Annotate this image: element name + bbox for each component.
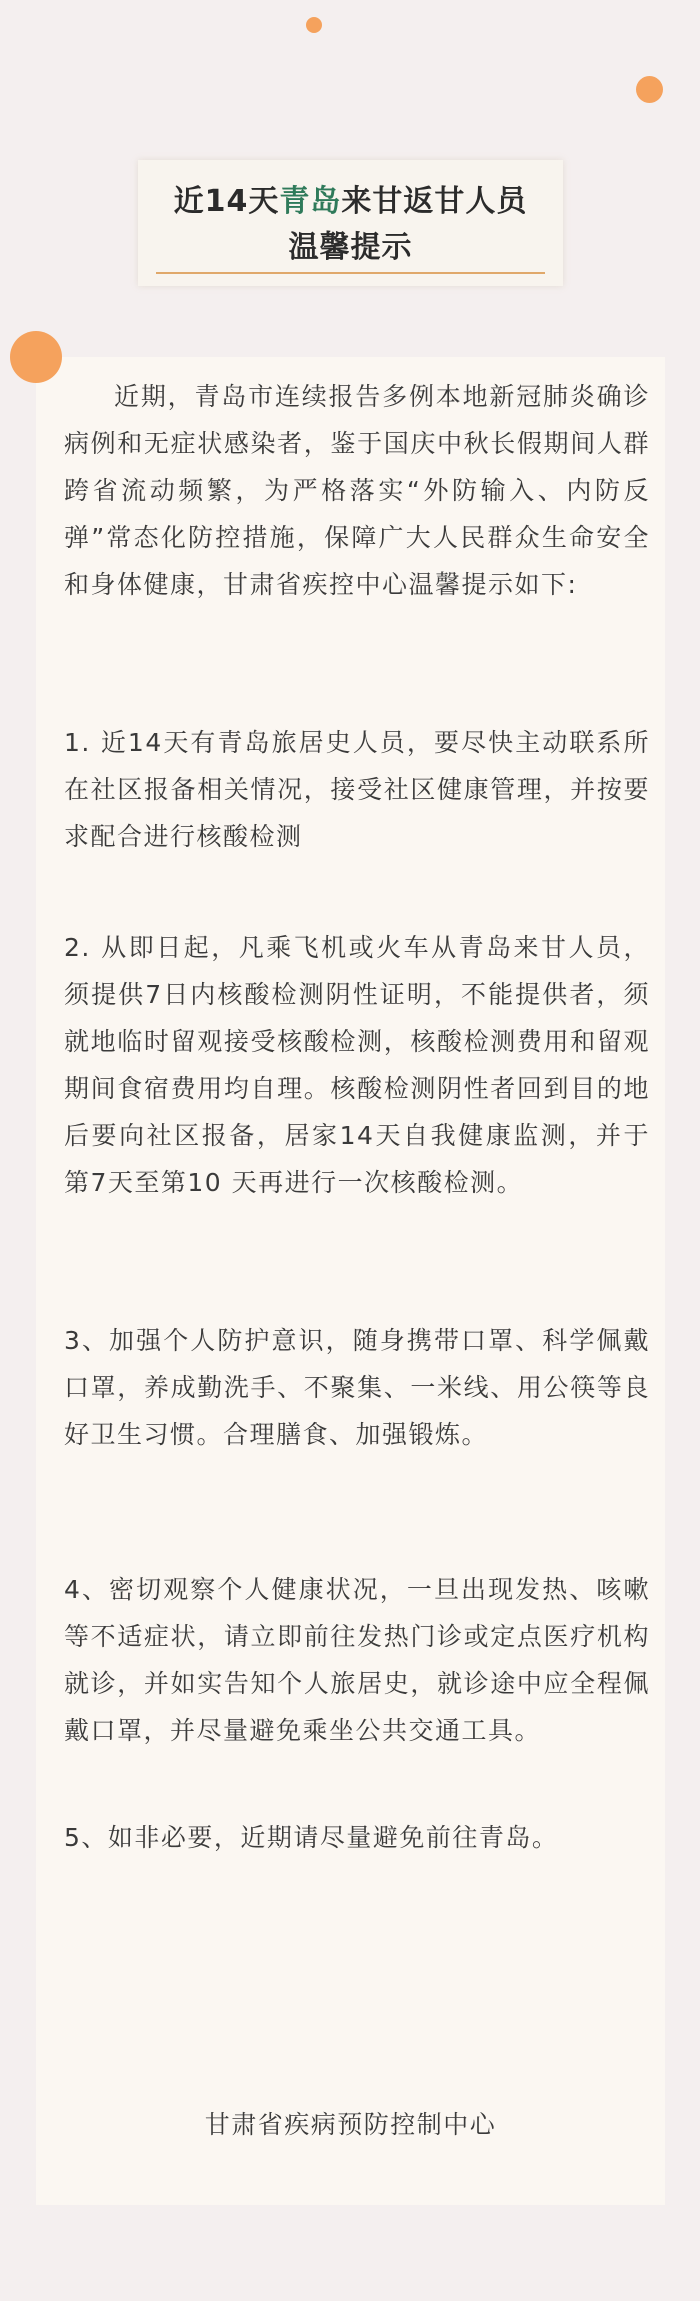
decorative-dot-small xyxy=(306,17,322,33)
tip-item-3: 3、加强个人防护意识，随身携带口罩、科学佩戴口罩，养成勤洗手、不聚集、一米线、用公筷等良好卫生习惯。合理膳食、加强锻炼。 xyxy=(64,1326,650,1449)
decorative-dot-large xyxy=(10,331,62,383)
content-card xyxy=(36,357,665,2205)
tip-item-4: 4、密切观察个人健康状况，一旦出现发热、咳嗽等不适症状，请立即前往发热门诊或定点医疗机构就诊，并如实告知个人旅居史，就诊途中应全程佩戴口罩，并尽量避免乘坐公共交通工具。 xyxy=(64,1575,650,1745)
intro-paragraph: 近期，青岛市连续报告多例本地新冠肺炎确诊病例和无症状感染者，鉴于国庆中秋长假期间人群跨省流动频繁，为严格落实“外防输入、内防反弹”常态化防控措施，保障广大人民群众生命安全和身体健康，甘肃省疾控中心温馨提示如下: xyxy=(64,382,650,599)
title-suffix: 来甘返甘人员 xyxy=(341,184,528,219)
page-subtitle: 温馨提示 xyxy=(288,230,413,265)
tip-item-5: 5、如非必要，近期请尽量避免前往青岛。 xyxy=(64,1823,559,1852)
tip-item-2: 2. 从即日起，凡乘飞机或火车从青岛来甘人员，须提供7日内核酸检测阴性证明，不能提供者，须就地临时留观接受核酸检测，核酸检测费用和留观期间食宿费用均自理。核酸检测阴性者回到目的地后要向社区报备，居家14天自我健康监测，并于第7天至第10 天再进行一次核酸检测。 xyxy=(64,933,650,1197)
issuer-signature: 甘肃省疾病预防控制中心 xyxy=(204,2110,497,2139)
title-card xyxy=(138,160,563,286)
decorative-dot-medium xyxy=(636,76,663,103)
title-underline xyxy=(156,272,545,274)
title-prefix: 近14天 xyxy=(173,184,280,219)
title-accent: 青岛 xyxy=(279,184,342,219)
tip-item-1: 1. 近14天有青岛旅居史人员，要尽快主动联系所在社区报备相关情况，接受社区健康管理，并按要求配合进行核酸检测 xyxy=(64,728,650,851)
page-title xyxy=(138,176,563,220)
